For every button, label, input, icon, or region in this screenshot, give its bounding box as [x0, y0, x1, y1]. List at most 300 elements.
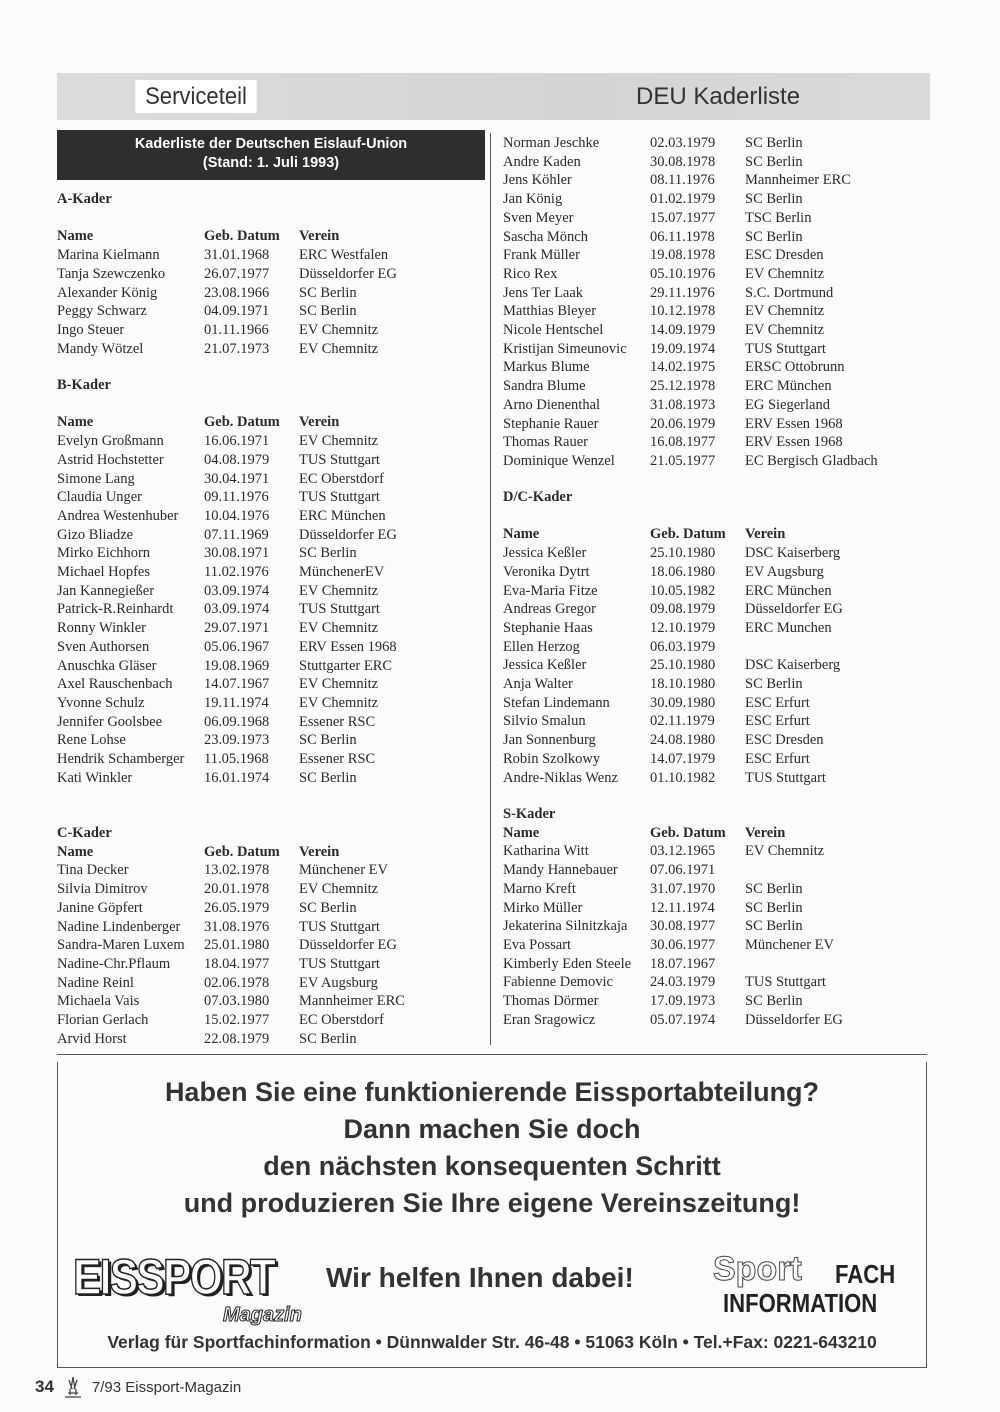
club-name: ERC Westfalen	[299, 247, 389, 264]
column-club: Verein	[745, 824, 786, 841]
birth-date: 05.07.1974	[650, 1011, 716, 1028]
athlete-name: Jennifer Goolsbee	[57, 713, 163, 730]
club-name: SC Berlin	[745, 676, 803, 693]
athlete-name: Matthias Bleyer	[503, 303, 597, 320]
table-row	[57, 321, 397, 340]
athlete-name: Mirko Müller	[503, 899, 583, 916]
table-row	[503, 358, 878, 377]
athlete-name: Jan König	[503, 191, 563, 208]
birth-date: 18.07.1967	[650, 955, 716, 972]
table-row	[503, 190, 878, 209]
birth-date: 12.10.1979	[650, 619, 716, 636]
list-title-box	[57, 130, 485, 180]
section-title: C-Kader	[57, 825, 112, 841]
column-name: Name	[57, 414, 94, 431]
ad-headline-3: den nächsten konsequenten Schritt	[263, 1151, 721, 1181]
club-name: EV Chemnitz	[299, 321, 379, 338]
advertisement	[57, 1062, 927, 1368]
ad-headline-1: Haben Sie eine funktionierende Eissportabteilung?	[164, 1077, 820, 1107]
birth-date: 30.08.1977	[650, 918, 716, 935]
athlete-name: Florian Gerlach	[57, 1012, 149, 1029]
club-name: EV Chemnitz	[299, 340, 379, 357]
table-row	[57, 918, 405, 937]
birth-date: 13.02.1978	[204, 862, 270, 879]
table-row	[57, 582, 397, 601]
b-kader-section	[57, 376, 397, 787]
column-date: Geb. Datum	[650, 824, 726, 841]
athlete-name: Jan Kannegießer	[57, 582, 155, 599]
horizontal-rule	[57, 1054, 927, 1055]
birth-date: 29.07.1971	[204, 620, 270, 637]
club-name: Düsseldorfer EG	[299, 937, 397, 954]
club-name: ERV Essen 1968	[745, 434, 843, 451]
athlete-name: Michaela Vais	[57, 993, 140, 1010]
athlete-name: Peggy Schwarz	[57, 303, 147, 320]
athlete-name: Hendrik Schamberger	[57, 751, 185, 768]
birth-date: 16.01.1974	[204, 769, 270, 786]
club-name: Münchener EV	[299, 862, 388, 879]
birth-date: 19.08.1969	[204, 657, 270, 674]
page-topic: DEU Kaderliste	[636, 83, 801, 110]
club-name: SC Berlin	[299, 899, 357, 916]
birth-date: 31.07.1970	[650, 880, 716, 897]
athlete-name: Nadine-Chr.Pflaum	[57, 955, 171, 972]
table-row	[57, 731, 397, 750]
club-name: EV Chemnitz	[745, 303, 825, 320]
club-name: ERV Essen 1968	[299, 638, 397, 655]
athlete-name: Rene Lohse	[57, 732, 126, 749]
table-row	[57, 936, 405, 955]
club-name: EV Chemnitz	[299, 881, 379, 898]
section-title: D/C-Kader	[503, 489, 573, 505]
athlete-name: Fabienne Demovic	[503, 974, 613, 991]
page-footer	[35, 1375, 241, 1399]
club-name: ERSC Ottobrunn	[745, 359, 845, 376]
athlete-name: Mandy Wötzel	[57, 340, 144, 357]
section-label: Serviceteil	[135, 80, 256, 113]
club-name: Münchener EV	[745, 936, 834, 953]
club-name: SC Berlin	[745, 899, 803, 916]
birth-date: 30.09.1980	[650, 694, 716, 711]
table-row	[503, 302, 878, 321]
club-name: ESC Erfurt	[745, 694, 810, 711]
table-row	[57, 265, 397, 284]
table-row	[57, 974, 405, 993]
club-name: ESC Dresden	[745, 732, 824, 749]
athlete-name: Stefan Lindemann	[503, 694, 610, 711]
birth-date: 21.05.1977	[650, 452, 716, 469]
birth-date: 31.08.1973	[650, 396, 716, 413]
club-name: Essener RSC	[299, 713, 376, 730]
table-row	[57, 507, 397, 526]
table-row	[57, 470, 397, 489]
column-date: Geb. Datum	[204, 228, 280, 245]
birth-date: 25.01.1980	[204, 937, 270, 954]
club-name: EC Bergisch Gladbach	[745, 452, 878, 469]
table-row	[57, 899, 405, 918]
issue-label: 7/93 Eissport-Magazin	[91, 1378, 242, 1396]
birth-date: 14.02.1975	[650, 359, 716, 376]
birth-date: 15.02.1977	[204, 1012, 270, 1029]
table-row	[503, 544, 843, 563]
athlete-name: Gizo Bliadze	[57, 526, 134, 543]
column-date: Geb. Datum	[650, 526, 726, 543]
athlete-name: Silvia Dimitrov	[57, 881, 148, 898]
athlete-name: Tina Decker	[57, 862, 129, 879]
table-row	[503, 321, 878, 340]
table-row	[503, 396, 878, 415]
birth-date: 03.09.1974	[204, 582, 270, 599]
athlete-name: Nicole Hentschel	[503, 322, 604, 339]
birth-date: 11.02.1976	[204, 564, 269, 581]
table-row	[57, 694, 397, 713]
athlete-name: Kimberly Eden Steele	[503, 955, 632, 972]
publisher-address: Verlag für Sportfachinformation • Dünnwalder Str. 46-48 • 51063 Köln • Tel.+Fax: 0221-643210	[107, 1332, 877, 1352]
athlete-name: Andre-Niklas Wenz	[503, 769, 618, 786]
club-name: EC Oberstdorf	[299, 1012, 384, 1029]
athlete-name: Ingo Steuer	[57, 321, 125, 338]
table-row	[503, 246, 878, 265]
table-row	[503, 619, 843, 638]
club-name: EV Augsburg	[299, 974, 378, 991]
athlete-name: Sven Meyer	[503, 209, 574, 226]
athlete-name: Eva-Maria Fitze	[503, 582, 598, 599]
club-name: EV Chemnitz	[299, 433, 379, 450]
table-row	[57, 544, 397, 563]
birth-date: 05.06.1967	[204, 638, 270, 655]
athlete-name: Markus Blume	[503, 359, 590, 376]
birth-date: 18.04.1977	[204, 955, 270, 972]
birth-date: 29.11.1976	[650, 284, 715, 301]
athlete-name: Eva Possart	[503, 936, 572, 953]
club-name: SC Berlin	[299, 732, 357, 749]
table-row	[503, 452, 878, 471]
athlete-name: Stephanie Rauer	[503, 415, 599, 432]
table-header	[503, 525, 843, 544]
column-club: Verein	[299, 228, 340, 245]
table-row	[57, 432, 397, 451]
athlete-name: Ellen Herzog	[503, 638, 580, 655]
table-row	[503, 880, 843, 899]
athlete-name: Marno Kreft	[503, 880, 576, 897]
table-row	[503, 842, 843, 861]
club-name: TUS Stuttgart	[299, 955, 380, 972]
column-date: Geb. Datum	[204, 414, 280, 431]
ad-headline-4: und produzieren Sie Ihre eigene Vereinszeitung!	[183, 1188, 801, 1218]
athlete-name: Stephanie Haas	[503, 619, 593, 636]
table-row	[503, 750, 843, 769]
club-name: Stuttgarter ERC	[299, 657, 393, 674]
table-row	[57, 713, 397, 732]
eissport-logo: EISSPORT	[73, 1249, 275, 1305]
birth-date: 20.06.1979	[650, 415, 716, 432]
club-name: SC Berlin	[299, 1030, 357, 1047]
athlete-name: Janine Göpfert	[57, 899, 143, 916]
club-name: S.C. Dortmund	[745, 284, 834, 301]
table-row	[503, 638, 843, 657]
column-club: Verein	[745, 526, 786, 543]
club-name: TUS Stuttgart	[299, 601, 380, 618]
athlete-name: Kristijan Simeunovic	[503, 340, 627, 357]
birth-date: 10.05.1982	[650, 582, 716, 599]
table-row	[57, 657, 397, 676]
birth-date: 22.08.1979	[204, 1030, 270, 1047]
table-header	[57, 413, 397, 432]
club-name: DSC Kaiserberg	[745, 657, 841, 674]
club-name: Essener RSC	[299, 751, 376, 768]
athlete-name: Silvio Smalun	[503, 713, 586, 730]
table-row	[503, 284, 878, 303]
table-row	[503, 973, 843, 992]
club-name: TSC Berlin	[745, 209, 812, 226]
birth-date: 04.09.1971	[204, 303, 270, 320]
birth-date: 23.08.1966	[204, 284, 270, 301]
athlete-name: Andre Kaden	[503, 153, 581, 170]
list-date: (Stand: 1. Juli 1993)	[202, 155, 340, 171]
club-name: EV Chemnitz	[745, 322, 825, 339]
athlete-name: Evelyn Großmann	[57, 433, 164, 450]
table-row	[57, 284, 397, 303]
table-row	[57, 1030, 405, 1049]
athlete-name: Nadine Lindenberger	[57, 918, 181, 935]
club-name: ERC Munchen	[745, 619, 832, 636]
table-row	[503, 731, 843, 750]
table-row	[503, 209, 878, 228]
birth-date: 06.09.1968	[204, 713, 270, 730]
birth-date: 25.12.1978	[650, 378, 716, 395]
table-row	[503, 675, 843, 694]
club-name: EV Chemnitz	[299, 620, 379, 637]
birth-date: 26.05.1979	[204, 899, 270, 916]
club-name: EV Augsburg	[745, 563, 824, 580]
s-kader-section	[503, 805, 843, 1029]
athlete-name: Marina Kielmann	[57, 247, 160, 264]
table-row	[503, 171, 878, 190]
list-title: Kaderliste der Deutschen Eislauf-Union	[134, 136, 408, 152]
birth-date: 01.02.1979	[650, 191, 716, 208]
sportfach-logo-information: INFORMATION	[723, 1288, 878, 1318]
birth-date: 21.07.1973	[204, 340, 270, 357]
club-name: SC Berlin	[745, 191, 803, 208]
club-name: SC Berlin	[745, 135, 803, 151]
birth-date: 08.11.1976	[650, 172, 715, 189]
table-row	[503, 340, 878, 359]
section-title: S-Kader	[503, 806, 556, 822]
birth-date: 23.09.1973	[204, 732, 270, 749]
club-name: TUS Stuttgart	[299, 451, 380, 468]
athlete-name: Andreas Gregor	[503, 601, 597, 618]
athlete-name: Tanja Szewczenko	[57, 265, 166, 282]
athlete-name: Norman Jeschke	[503, 135, 600, 151]
table-row	[503, 955, 843, 974]
birth-date: 24.08.1980	[650, 732, 716, 749]
athlete-name: Jekaterina Silnitzkaja	[503, 918, 628, 935]
athlete-name: Patrick-R.Reinhardt	[57, 601, 174, 618]
table-row	[57, 340, 397, 359]
club-name: SC Berlin	[745, 153, 803, 170]
column-divider	[490, 133, 491, 1045]
table-row	[503, 153, 878, 172]
birth-date: 24.03.1979	[650, 974, 716, 991]
table-row	[503, 656, 843, 675]
athlete-name: Thomas Dörmer	[503, 993, 599, 1010]
club-name: SC Berlin	[299, 769, 357, 786]
birth-date: 14.07.1967	[204, 676, 270, 693]
athlete-name: Claudia Unger	[57, 489, 142, 506]
club-name: ERV Essen 1968	[745, 415, 843, 432]
club-name: ESC Erfurt	[745, 713, 810, 730]
athlete-name: Anuschka Gläser	[57, 657, 157, 674]
club-name: SC Berlin	[745, 880, 803, 897]
athlete-name: Andrea Westenhuber	[57, 507, 179, 524]
club-name: DSC Kaiserberg	[745, 545, 841, 562]
table-row	[57, 992, 405, 1011]
table-row	[57, 675, 397, 694]
club-name: SC Berlin	[745, 228, 803, 245]
club-name: EV Chemnitz	[745, 265, 825, 282]
birth-date: 26.07.1977	[204, 265, 270, 282]
table-row	[503, 265, 878, 284]
birth-date: 05.10.1976	[650, 265, 716, 282]
athlete-name: Kati Winkler	[57, 769, 133, 786]
club-name: EV Chemnitz	[299, 582, 379, 599]
birth-date: 10.04.1976	[204, 507, 270, 524]
table-row	[57, 600, 397, 619]
birth-date: 07.11.1969	[204, 526, 269, 543]
table-row	[57, 302, 397, 321]
table-row	[57, 750, 397, 769]
birth-date: 18.06.1980	[650, 563, 716, 580]
table-row	[503, 1011, 843, 1030]
athlete-name: Sven Authorsen	[57, 638, 150, 655]
club-name: SC Berlin	[745, 993, 803, 1010]
athlete-name: Arvid Horst	[57, 1030, 127, 1047]
table-row	[503, 899, 843, 918]
birth-date: 07.03.1980	[204, 993, 270, 1010]
ad-slogan: Wir helfen Ihnen dabei!	[326, 1262, 634, 1293]
club-name: EV Chemnitz	[299, 694, 379, 711]
athlete-name: Ronny Winkler	[57, 620, 146, 637]
athlete-name: Katharina Witt	[503, 843, 589, 860]
club-name: Düsseldorfer EG	[745, 1011, 843, 1028]
table-row	[503, 377, 878, 396]
athlete-name: Frank Müller	[503, 247, 580, 264]
page-number: 34	[35, 1377, 54, 1396]
athlete-name: Sandra Blume	[503, 378, 586, 395]
club-name: ERC München	[745, 582, 832, 599]
birth-date: 09.08.1979	[650, 601, 716, 618]
sportfach-logo-sport: Sport	[713, 1250, 802, 1288]
birth-date: 12.11.1974	[650, 899, 715, 916]
club-name: SC Berlin	[745, 918, 803, 935]
column-date: Geb. Datum	[204, 843, 280, 860]
club-name: Düsseldorfer EG	[299, 265, 397, 282]
birth-date: 30.08.1971	[204, 545, 270, 562]
column-name: Name	[503, 526, 540, 543]
table-row	[503, 582, 843, 601]
athlete-name: Robin Szolkowy	[503, 750, 601, 767]
club-name: Mannheimer ERC	[299, 993, 405, 1010]
athlete-name: Mirko Eichhorn	[57, 545, 151, 562]
birth-date: 16.06.1971	[204, 433, 270, 450]
birth-date: 14.09.1979	[650, 322, 716, 339]
birth-date: 31.01.1968	[204, 247, 270, 264]
table-row	[57, 246, 397, 265]
club-name: TUS Stuttgart	[299, 489, 380, 506]
birth-date: 03.09.1974	[204, 601, 270, 618]
section-title: A-Kader	[57, 191, 112, 207]
athlete-name: Jan Sonnenburg	[503, 732, 596, 749]
table-row	[57, 488, 397, 507]
club-name: ESC Erfurt	[745, 750, 810, 767]
birth-date: 30.06.1977	[650, 936, 716, 953]
athlete-name: Yvonne Schulz	[57, 694, 145, 711]
athlete-name: Arno Dienenthal	[503, 396, 601, 413]
table-row	[503, 936, 843, 955]
table-row	[57, 769, 397, 788]
birth-date: 16.08.1977	[650, 434, 716, 451]
club-name: EC Oberstdorf	[299, 470, 384, 487]
athlete-name: Jens Köhler	[503, 172, 572, 189]
column-name: Name	[57, 843, 94, 860]
birth-date: 18.10.1980	[650, 676, 716, 693]
table-row	[57, 1011, 405, 1030]
athlete-name: Sandra-Maren Luxem	[57, 937, 185, 954]
table-row	[57, 451, 397, 470]
birth-date: 17.09.1973	[650, 993, 716, 1010]
table-row	[503, 433, 878, 452]
table-row	[503, 861, 843, 880]
a-kader-section	[57, 190, 397, 358]
birth-date: 19.08.1978	[650, 247, 716, 264]
club-name: TUS Stuttgart	[745, 340, 826, 357]
athlete-name: Sascha Mönch	[503, 228, 588, 245]
athlete-name: Axel Rauschenbach	[57, 676, 173, 693]
club-name: Düsseldorfer EG	[299, 526, 397, 543]
table-row	[57, 861, 405, 880]
club-name: ERC München	[745, 378, 832, 395]
birth-date: 02.03.1979	[650, 135, 716, 151]
c-kader-section	[57, 824, 405, 1048]
birth-date: 03.12.1965	[650, 843, 716, 860]
athlete-name: Thomas Rauer	[503, 434, 588, 451]
birth-date: 09.11.1976	[204, 489, 269, 506]
birth-date: 14.07.1979	[650, 750, 716, 767]
table-row	[57, 526, 397, 545]
table-row	[503, 712, 843, 731]
club-name: SC Berlin	[299, 303, 357, 320]
table-row	[57, 619, 397, 638]
birth-date: 10.12.1978	[650, 303, 716, 320]
athlete-name: Veronika Dytrt	[503, 563, 590, 580]
athlete-name: Nadine Reinl	[57, 974, 134, 991]
birth-date: 25.10.1980	[650, 545, 716, 562]
table-header	[57, 843, 405, 862]
club-name: ESC Dresden	[745, 247, 824, 264]
column-club: Verein	[299, 843, 340, 860]
column-name: Name	[503, 824, 540, 841]
athlete-name: Michael Hopfes	[57, 564, 151, 581]
club-name: TUS Stuttgart	[299, 918, 380, 935]
club-name: EV Chemnitz	[745, 843, 825, 860]
birth-date: 06.11.1978	[650, 228, 715, 245]
birth-date: 04.08.1979	[204, 451, 270, 468]
birth-date: 30.04.1971	[204, 470, 270, 487]
column-name: Name	[57, 228, 94, 245]
athlete-name: Simone Lang	[57, 470, 135, 487]
athlete-name: Jessica Keßler	[503, 545, 587, 562]
birth-date: 11.05.1968	[204, 751, 269, 768]
